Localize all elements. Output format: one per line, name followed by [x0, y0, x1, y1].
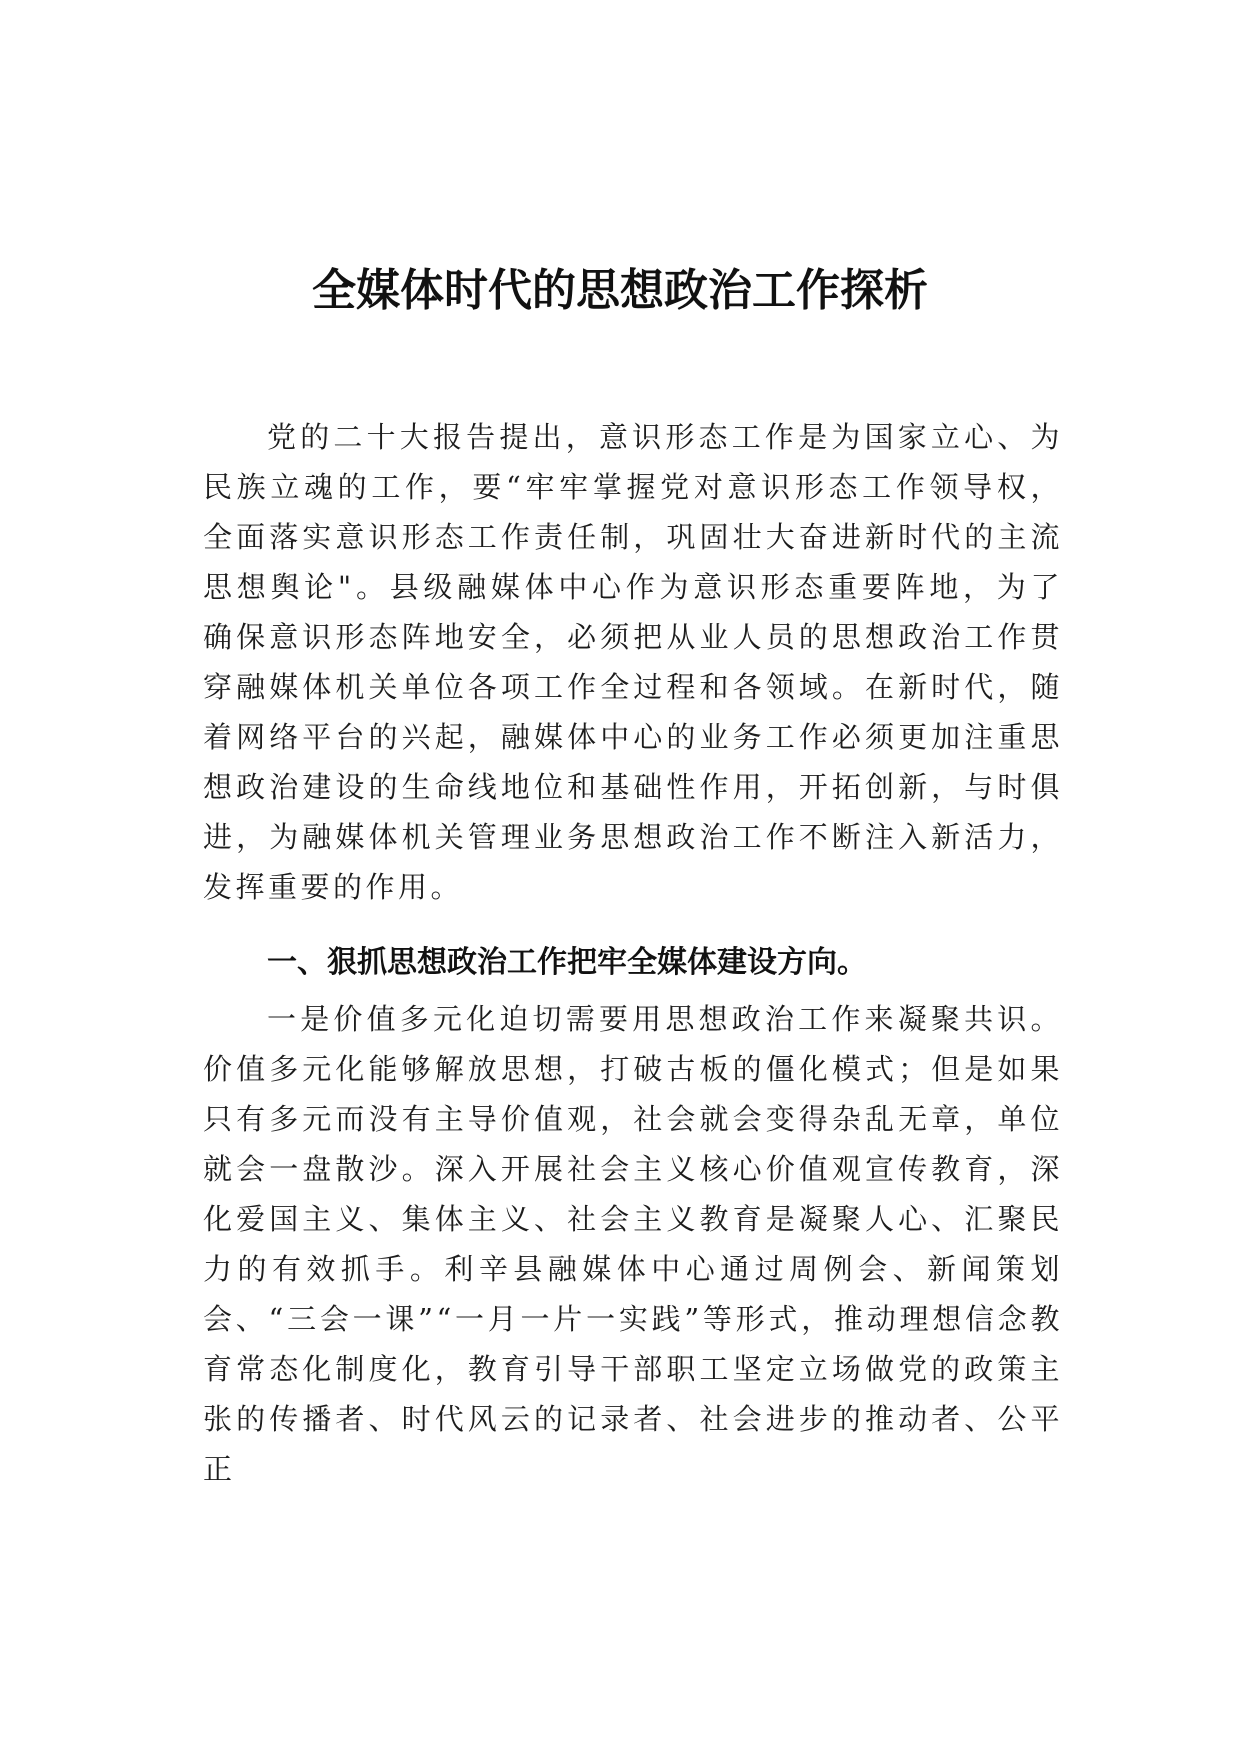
section-1-paragraph: 一是价值多元化迫切需要用思想政治工作来凝聚共识。价值多元化能够解放思想，打破古板的僵化模式；但是如果只有多元而没有主导价值观，社会就会变得杂乱无章，单位就会一盘散沙。深入开展社会主义核心价值观宣传教育，深化爱国主义、集体主义、社会主义教育是凝聚人心、汇聚民力的有效抓手。利辛县融媒体中心通过周例会、新闻策划会、“三会一课”“一月一片一实践”等形式，推动理想信念教育常态化制度化，教育引导干部职工坚定立场做党的政策主张的传播者、时代风云的记录者、社会进步的推动者、公平正	[203, 1002, 1063, 1486]
section-heading-1: 一、狠抓思想政治工作把牢全媒体建设方向。	[267, 945, 867, 980]
document-title: 全媒体时代的思想政治工作探析	[312, 265, 928, 317]
intro-paragraph: 党的二十大报告提出，意识形态工作是为国家立心、为民族立魂的工作，要“牢牢掌握党对意识形态工作领导权，全面落实意识形态工作责任制，巩固壮大奋进新时代的主流思想舆论"。县级融媒体中心作为意识形态重要阵地，为了确保意识形态阵地安全，必须把从业人员的思想政治工作贯穿融媒体机关单位各项工作全过程和各领域。在新时代，随着网络平台的兴起，融媒体中心的业务工作必须更加注重思想政治建设的生命线地位和基础性作用，开拓创新，与时俱进，为融媒体机关管理业务思想政治工作不断注入新活力，发挥重要的作用。	[203, 420, 1063, 904]
